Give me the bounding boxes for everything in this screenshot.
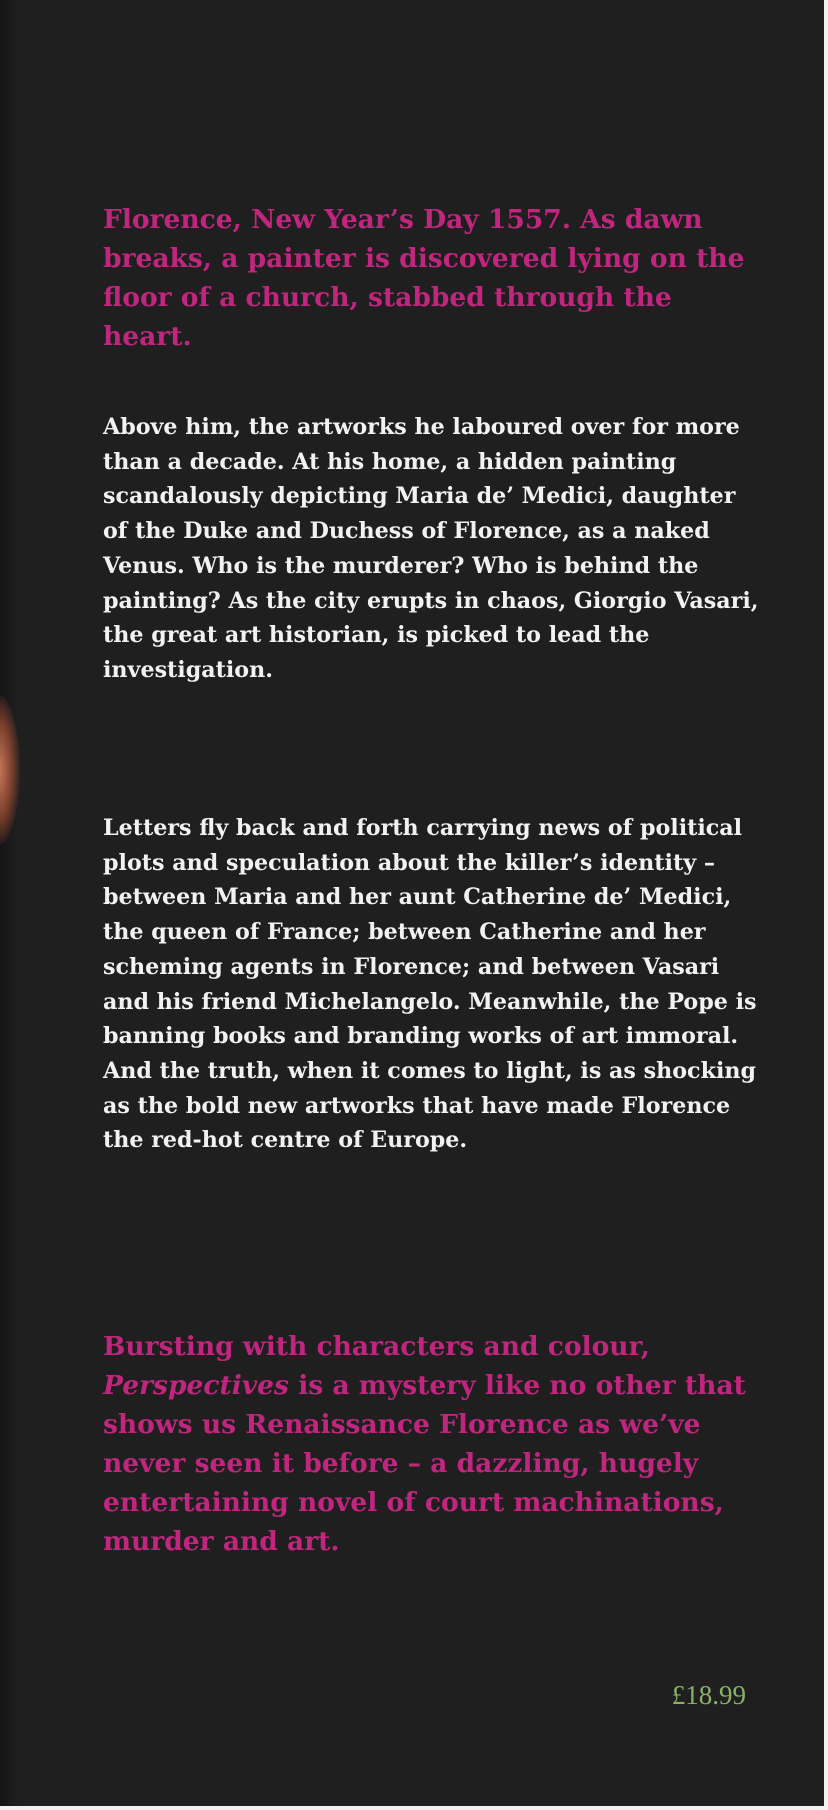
intro-blurb: Florence, New Year’s Day 1557. As dawn breaks, a painter is discovered lying on the floor of a church, stabbed through the heart.	[103, 204, 745, 352]
synopsis-paragraph-2: Letters fly back and forth carrying news of political plots and speculation about the killer’s identity – between Maria and her aunt Catherine de’ Medici, the queen of France; between Catherine and her scheming agents in Florence; and between Vasari and his friend Michelangelo. Meanwhile, the Pope is banning books and branding works of art immoral. And the truth, when it comes to light, is as shocking as the bold new artworks that have made Florence the red-hot centre of Europe.	[103, 815, 757, 1154]
synopsis-paragraph-1: Above him, the artworks he laboured over for more than a decade. At his home, a hidden painting scandalously depicting Maria de’ Medici, daughter of the Duke and Duchess of Florence, as a naked Venus. Who is the murderer? Who is behind the painting? As the city erupts in chaos, Giorgio Vasari, the great art historian, is picked to lead the investigation.	[103, 414, 759, 683]
closing-blurb	[103, 1327, 763, 1561]
closing-rest: is a mystery like no other that shows us Renaissance Florence as we’ve never seen it before – a dazzling, hugely entertaining novel of court machinations, murder and art.	[103, 1370, 746, 1557]
page-edge-right	[824, 0, 828, 1810]
spine-shadow	[0, 0, 18, 1810]
page-edge-bottom	[0, 1806, 828, 1810]
closing-lead: Bursting with characters and colour,	[103, 1331, 650, 1362]
book-title: Perspectives	[103, 1370, 289, 1401]
price-label: £18.99	[671, 1680, 746, 1710]
